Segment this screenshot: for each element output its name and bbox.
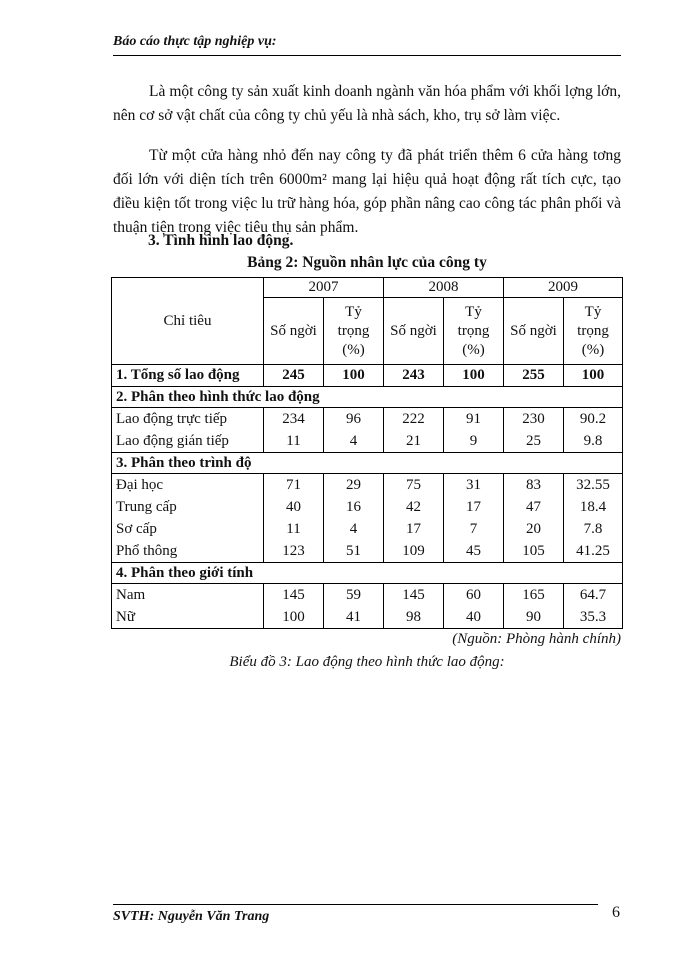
page-footer: SVTH: Nguyễn Văn Trang <box>113 909 270 924</box>
table-row <box>112 474 623 563</box>
table-cell <box>324 584 384 629</box>
table-cell <box>504 584 564 629</box>
year-2008: 2008 <box>384 278 504 298</box>
paragraph-1 <box>113 80 621 128</box>
cell-value: 16 <box>346 499 361 515</box>
cell-value: 91 <box>466 411 481 427</box>
cell-value: 7 <box>469 521 478 537</box>
cell-value: 20 <box>526 521 541 537</box>
cell-value: 64.7 <box>579 587 607 603</box>
col-count-2007: Số ngời <box>264 298 324 365</box>
section-title: 3. Phân theo trình độ <box>112 453 623 474</box>
page-header: Báo cáo thực tập nghiệp vụ: <box>113 34 277 49</box>
cell-value: 41 <box>346 609 361 625</box>
cell-value: 230 <box>522 411 545 427</box>
row-label: Đại học <box>116 477 164 493</box>
cell-value: 90 <box>526 609 541 625</box>
cell-value: 17 <box>466 499 481 515</box>
cell-value: 11 <box>286 433 301 449</box>
cell-value: 21 <box>406 433 421 449</box>
table-row <box>112 584 623 629</box>
section-row <box>112 563 623 584</box>
cell-value: 45 <box>466 543 481 559</box>
section-title: 2. Phân theo hình thức lao động <box>112 387 623 408</box>
table-cell: 100 <box>324 365 384 387</box>
table-cell <box>324 474 384 563</box>
cell-value: 59 <box>346 587 361 603</box>
chart-title: Biểu đồ 3: Lao động theo hình thức lao động: <box>229 654 505 670</box>
cell-value: 9 <box>469 433 478 449</box>
cell-value: 7.8 <box>583 521 603 537</box>
cell-value: 4 <box>349 433 358 449</box>
table-cell <box>384 474 444 563</box>
row-label: Phổ thông <box>116 543 178 559</box>
row-label: Nam <box>116 587 146 603</box>
paragraph-2-text: Từ một cửa hàng nhỏ đến nay công ty đã phát triển thêm 6 cửa hàng tơng đối lớn với diện tích trên 6000m² mang lại hiệu quả hoạt động rất tích cực, tạo điều kiện tốt trong việc lu trữ hàng hóa, góp phần nâng cao công tác phân phối và thuận tiện trong việc tiêu thụ sản phẩm. <box>113 147 621 236</box>
table-cell <box>504 408 564 453</box>
row-label: Lao động trực tiếp <box>116 411 228 427</box>
col-count-2008: Số ngời <box>384 298 444 365</box>
cell-value: 40 <box>466 609 481 625</box>
table-cell: 243 <box>384 365 444 387</box>
cell-value: 51 <box>346 543 361 559</box>
cell-value: 145 <box>282 587 305 603</box>
cell-value: 109 <box>402 543 425 559</box>
cell-value: 47 <box>526 499 541 515</box>
source-note: (Nguồn: Phòng hành chính) <box>452 631 621 647</box>
header-rule <box>113 55 621 56</box>
cell-value: 75 <box>406 477 421 493</box>
cell-value: 100 <box>282 609 305 625</box>
cell-value: 222 <box>402 411 425 427</box>
row-labels <box>112 408 264 453</box>
cell-value: 60 <box>466 587 481 603</box>
table-row <box>112 408 623 453</box>
footer-rule <box>113 904 598 905</box>
cell-value: 35.3 <box>579 609 607 625</box>
cell-value: 165 <box>522 587 545 603</box>
table-cell <box>384 584 444 629</box>
section-row <box>112 453 623 474</box>
col-share-2008: Tỷ trọng (%) <box>444 298 504 365</box>
cell-value: 41.25 <box>576 543 610 559</box>
paragraph-2 <box>113 144 621 240</box>
row-labels <box>112 584 264 629</box>
col-share-2007: Tỷ trọng (%) <box>324 298 384 365</box>
table-cell <box>444 474 504 563</box>
cell-value: 42 <box>406 499 421 515</box>
table-cell <box>264 584 324 629</box>
col-count-2009: Số ngời <box>504 298 564 365</box>
year-2007: 2007 <box>264 278 384 298</box>
cell-value: 98 <box>406 609 421 625</box>
cell-value: 90.2 <box>579 411 607 427</box>
cell-value: 40 <box>286 499 301 515</box>
table-cell: 100 <box>444 365 504 387</box>
cell-value: 4 <box>349 521 358 537</box>
row-labels <box>112 474 264 563</box>
col-share-2009: Tỷ trọng (%) <box>564 298 623 365</box>
cell-value: 18.4 <box>579 499 607 515</box>
year-2009: 2009 <box>504 278 623 298</box>
table-cell <box>264 408 324 453</box>
cell-value: 105 <box>522 543 545 559</box>
cell-value: 17 <box>406 521 421 537</box>
year-header-row <box>112 278 623 298</box>
total-label: 1. Tổng số lao động <box>112 365 264 387</box>
table-cell <box>444 584 504 629</box>
cell-value: 145 <box>402 587 425 603</box>
table-cell <box>384 408 444 453</box>
cell-value: 123 <box>282 543 305 559</box>
table-cell <box>564 584 623 629</box>
section-row <box>112 387 623 408</box>
page-number: 6 <box>612 904 620 921</box>
cell-value: 29 <box>346 477 361 493</box>
cell-value: 83 <box>526 477 541 493</box>
table-cell: 245 <box>264 365 324 387</box>
table-cell <box>564 408 623 453</box>
row-label: Nữ <box>116 609 135 625</box>
row-label: Lao động gián tiếp <box>116 433 229 449</box>
table-cell <box>264 474 324 563</box>
cell-value: 31 <box>466 477 481 493</box>
cell-value: 32.55 <box>576 477 610 493</box>
table-cell: 255 <box>504 365 564 387</box>
cell-value: 11 <box>286 521 301 537</box>
table-cell <box>564 474 623 563</box>
section-title: 4. Phân theo giới tính <box>112 563 623 584</box>
table-cell: 100 <box>564 365 623 387</box>
row-label: Sơ cấp <box>116 521 157 537</box>
cell-value: 234 <box>282 411 305 427</box>
total-row <box>112 365 623 387</box>
cell-value: 25 <box>526 433 541 449</box>
table-cell <box>324 408 384 453</box>
cell-value: 71 <box>286 477 301 493</box>
paragraph-1-text: Là một công ty sản xuất kinh doanh ngành văn hóa phẩm với khối lợng lớn, nên cơ sở vật chất của công ty chủ yếu là nhà sách, kho, trụ sở làm việc. <box>113 83 621 124</box>
cell-value: 9.8 <box>583 433 603 449</box>
cell-value: 96 <box>346 411 361 427</box>
table-caption: Bảng 2: Nguồn nhân lực của công ty <box>247 254 487 271</box>
row-label: Trung cấp <box>116 499 177 515</box>
table-cell <box>444 408 504 453</box>
workforce-table <box>111 277 623 629</box>
table-cell <box>504 474 564 563</box>
section-heading: 3. Tình hình lao động. <box>148 232 294 249</box>
indicator-header: Chỉ tiêu <box>112 278 264 365</box>
